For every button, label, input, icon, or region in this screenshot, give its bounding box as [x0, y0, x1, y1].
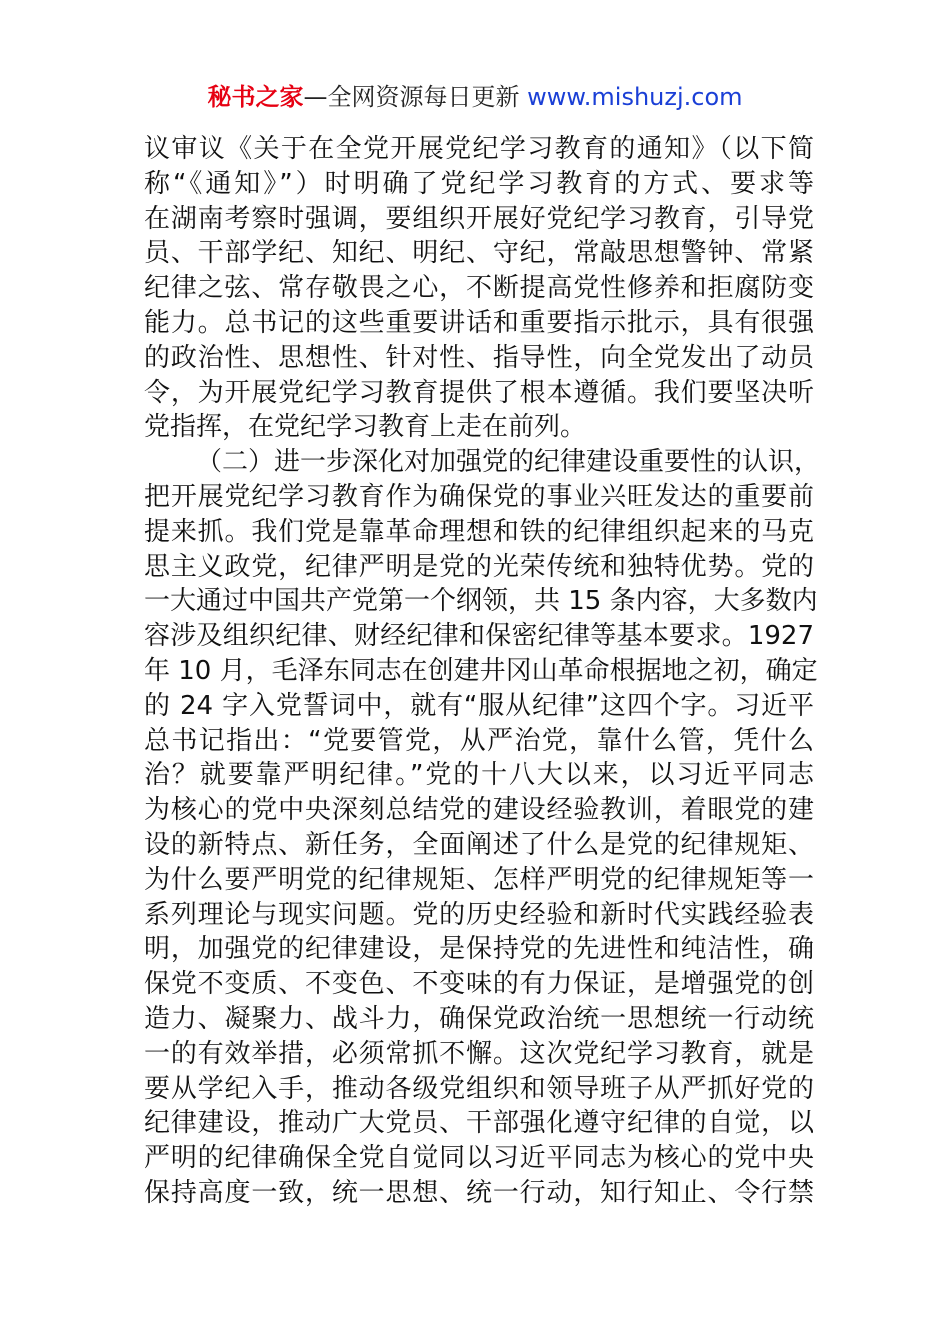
text-line: 为核心的党中央深刻总结党的建设经验教训，着眼党的建 [144, 795, 814, 826]
text-line: 称“《通知》”）时明确了党纪学习教育的方式、要求等 [144, 168, 814, 199]
text-line: 保党不变质、不变色、不变味的有力保证，是增强党的创 [144, 969, 814, 1000]
text-line: 设的新特点、新任务，全面阐述了什么是党的纪律规矩、 [144, 829, 814, 860]
text-line: 系列理论与现实问题。党的历史经验和新时代实践经验表 [144, 899, 814, 930]
text-line: 的政治性、思想性、针对性、指导性，向全党发出了动员 [144, 342, 814, 373]
text-line: 严明的纪律确保全党自觉同以习近平同志为核心的党中央 [144, 1143, 814, 1174]
text-line: 一大通过中国共产党第一个纲领，共 15 条内容，大多数内 [144, 586, 818, 617]
text-line: 明，加强党的纪律建设，是保持党的先进性和纯洁性，确 [144, 934, 814, 965]
text-line: 议审议《关于在全党开展党纪学习教育的通知》（以下简 [144, 134, 814, 164]
text-line: 在湖南考察时强调，要组织开展好党纪学习教育，引导党 [144, 203, 814, 234]
text-line: 纪律建设，推动广大党员、干部强化遵守纪律的自觉，以 [144, 1108, 814, 1139]
site-tagline: —全网资源每日更新 [303, 83, 528, 111]
text-line: 纪律之弦、常存敬畏之心，不断提高党性修养和拒腐防变 [144, 273, 814, 304]
text-line: 造力、凝聚力、战斗力，确保党政治统一思想统一行动统 [144, 1003, 814, 1034]
text-line: 员、干部学纪、知纪、明纪、守纪，常敲思想警钟、常紧 [144, 238, 814, 269]
paragraph-2 [144, 445, 821, 1211]
text-line: （二）进一步深化对加强党的纪律建设重要性的认识， [196, 447, 821, 478]
text-line: 总书记指出：“党要管党，从严治党，靠什么管，凭什么 [144, 725, 814, 756]
text-line: 思主义政党，纪律严明是党的光荣传统和独特优势。党的 [144, 551, 814, 582]
page-header [0, 82, 950, 112]
text-line: 治？就要靠严明纪律。”党的十八大以来，以习近平同志 [144, 760, 814, 791]
text-line: 能力。总书记的这些重要讲话和重要指示批示，具有很强 [144, 307, 814, 338]
site-url-link[interactable]: www.mishuzj.com [527, 83, 743, 111]
text-line: 提来抓。我们党是靠革命理想和铁的纪律组织起来的马克 [144, 516, 814, 547]
text-line: 党指挥，在党纪学习教育上走在前列。 [144, 412, 587, 443]
text-line: 令，为开展党纪学习教育提供了根本遵循。我们要坚决听 [144, 377, 814, 408]
paragraph-1 [144, 132, 814, 445]
text-line: 一的有效举措，必须常抓不懈。这次党纪学习教育，就是 [144, 1038, 814, 1069]
text-line: 保持高度一致，统一思想、统一行动，知行知止、令行禁 [144, 1177, 814, 1208]
text-line: 要从学纪入手，推动各级党组织和领导班子从严抓好党的 [144, 1073, 814, 1104]
text-line: 为什么要严明党的纪律规矩、怎样严明党的纪律规矩等一 [144, 864, 814, 895]
text-line: 容涉及组织纪律、财经纪律和保密纪律等基本要求。1927 [144, 621, 814, 652]
text-line: 年 10 月，毛泽东同志在创建井冈山革命根据地之初，确定 [144, 655, 818, 686]
document-body [144, 132, 821, 1211]
site-brand: 秘书之家 [207, 83, 304, 111]
text-line: 的 24 字入党誓词中，就有“服从纪律”这四个字。习近平 [144, 690, 814, 721]
text-line: 把开展党纪学习教育作为确保党的事业兴旺发达的重要前 [144, 481, 814, 512]
